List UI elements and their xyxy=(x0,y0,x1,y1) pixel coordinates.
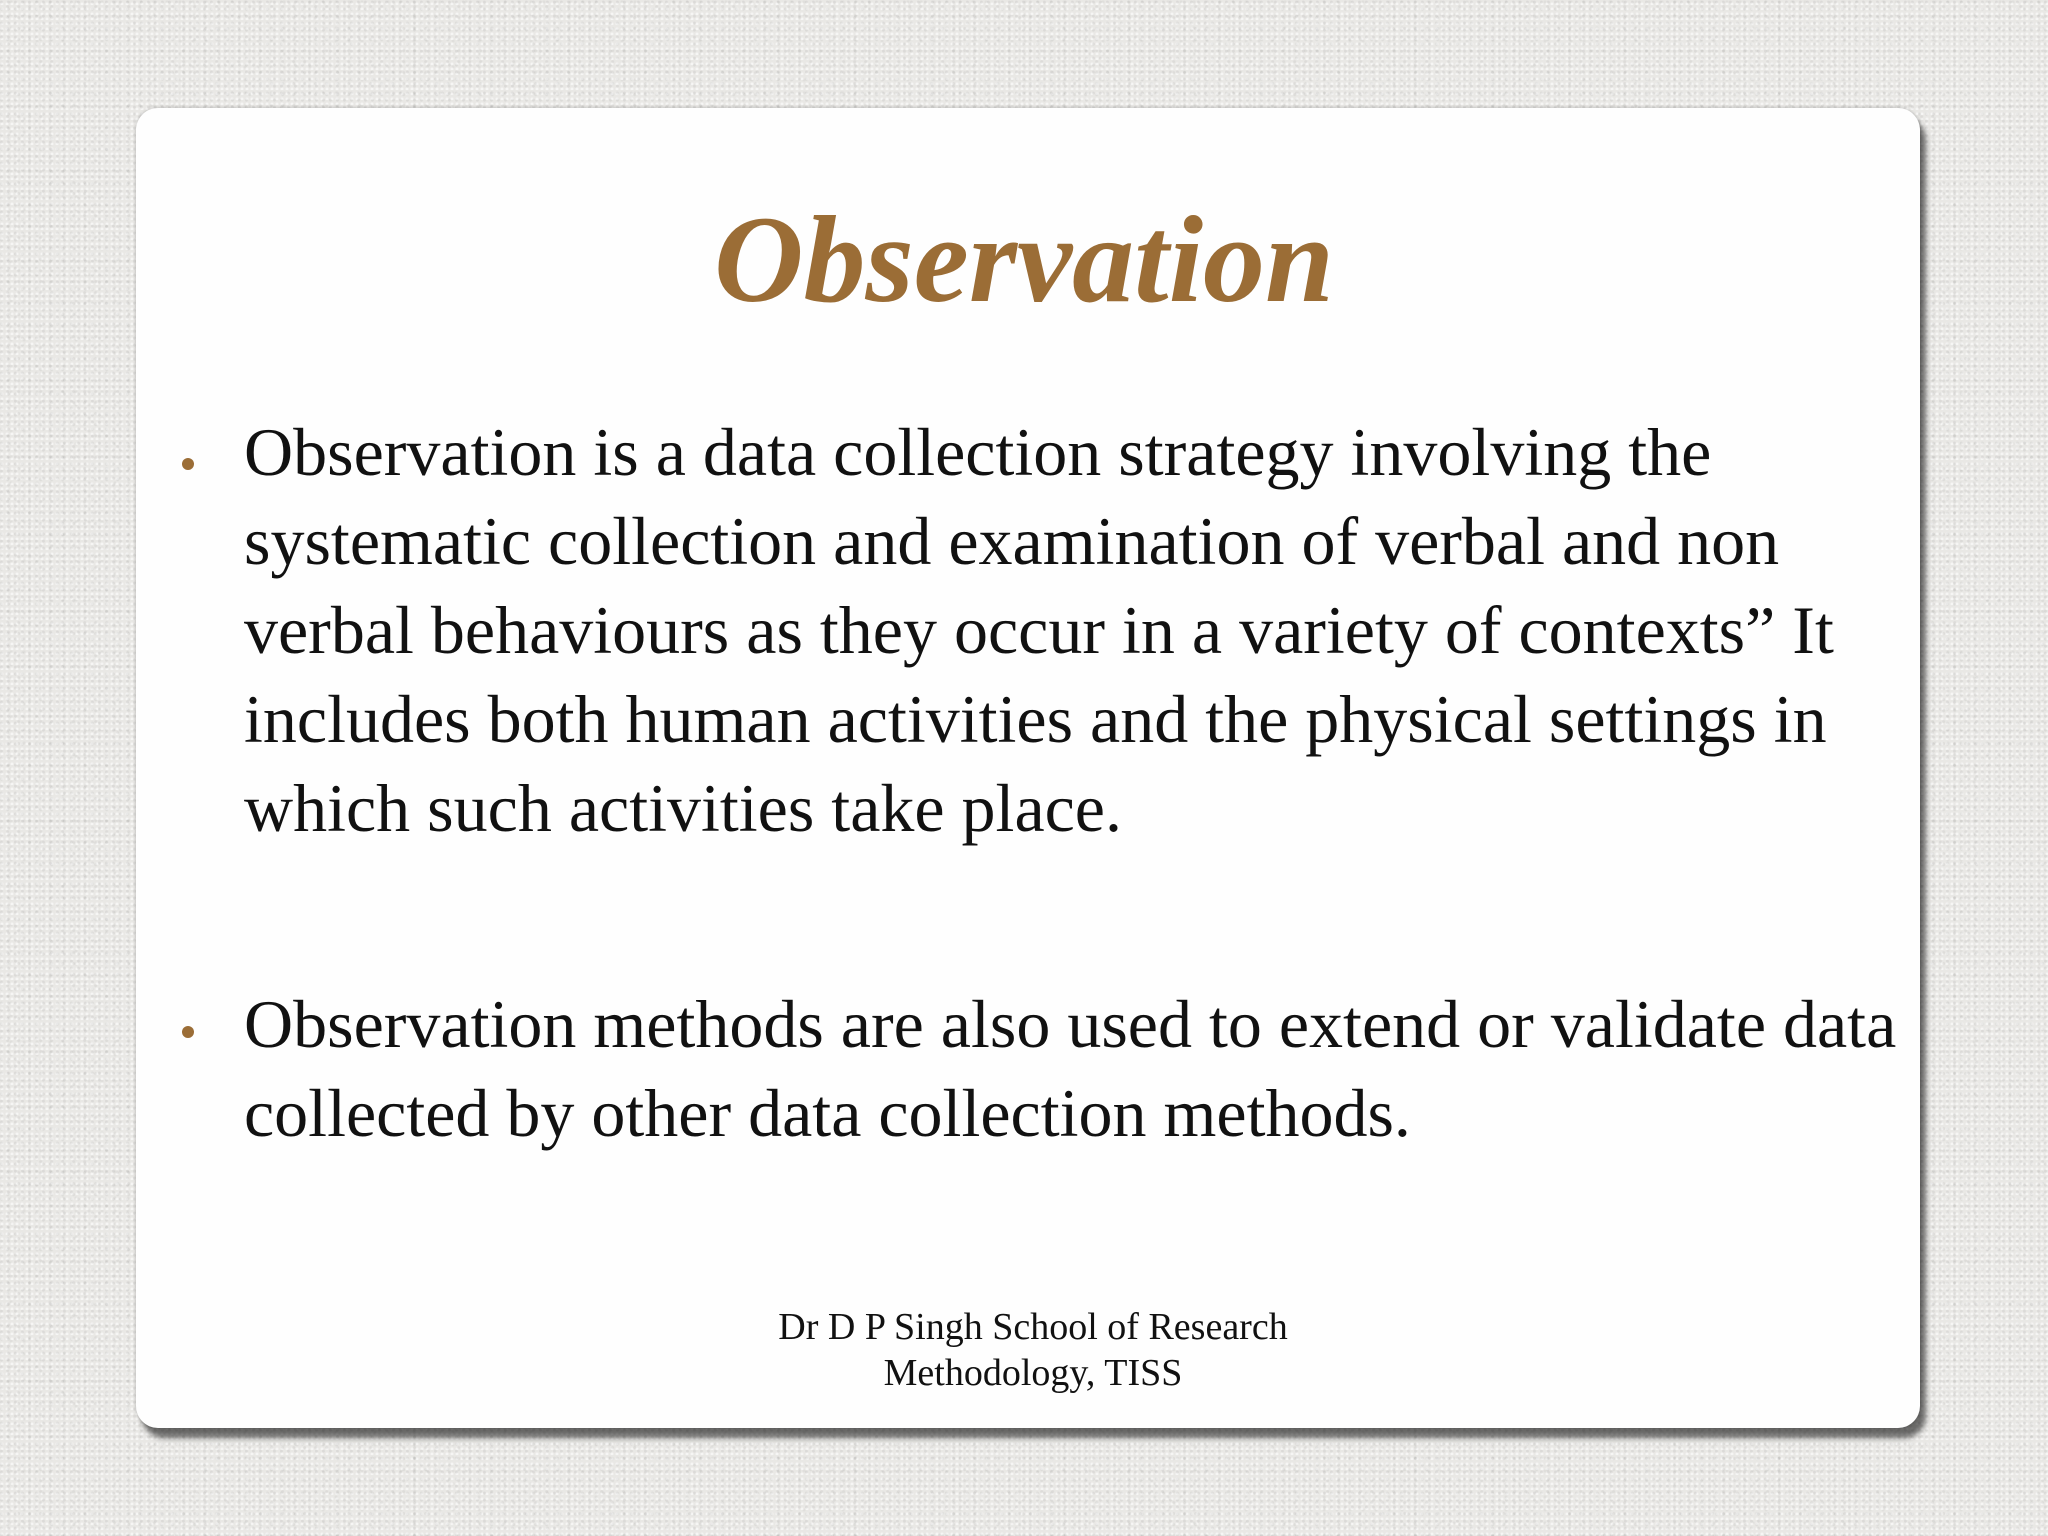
bullet-dot-icon xyxy=(182,1026,194,1038)
footer-line-1: Dr D P Singh School of Research xyxy=(778,1306,1288,1348)
slide-footer xyxy=(0,1304,2048,1396)
bullet-text: Observation is a data collection strategy involving the systematic collection and examination of verbal and non verbal behaviours as they occur in a variety of contexts” It includes both human activities and the physical settings in which such activities take place. xyxy=(244,414,1834,846)
bullet-dot-icon xyxy=(182,458,194,470)
footer-line-2: Methodology, TISS xyxy=(883,1352,1183,1394)
slide-title: Observation xyxy=(714,191,1334,328)
bullet-text: Observation methods are also used to extend or validate data collected by other data collection methods. xyxy=(244,986,1897,1151)
